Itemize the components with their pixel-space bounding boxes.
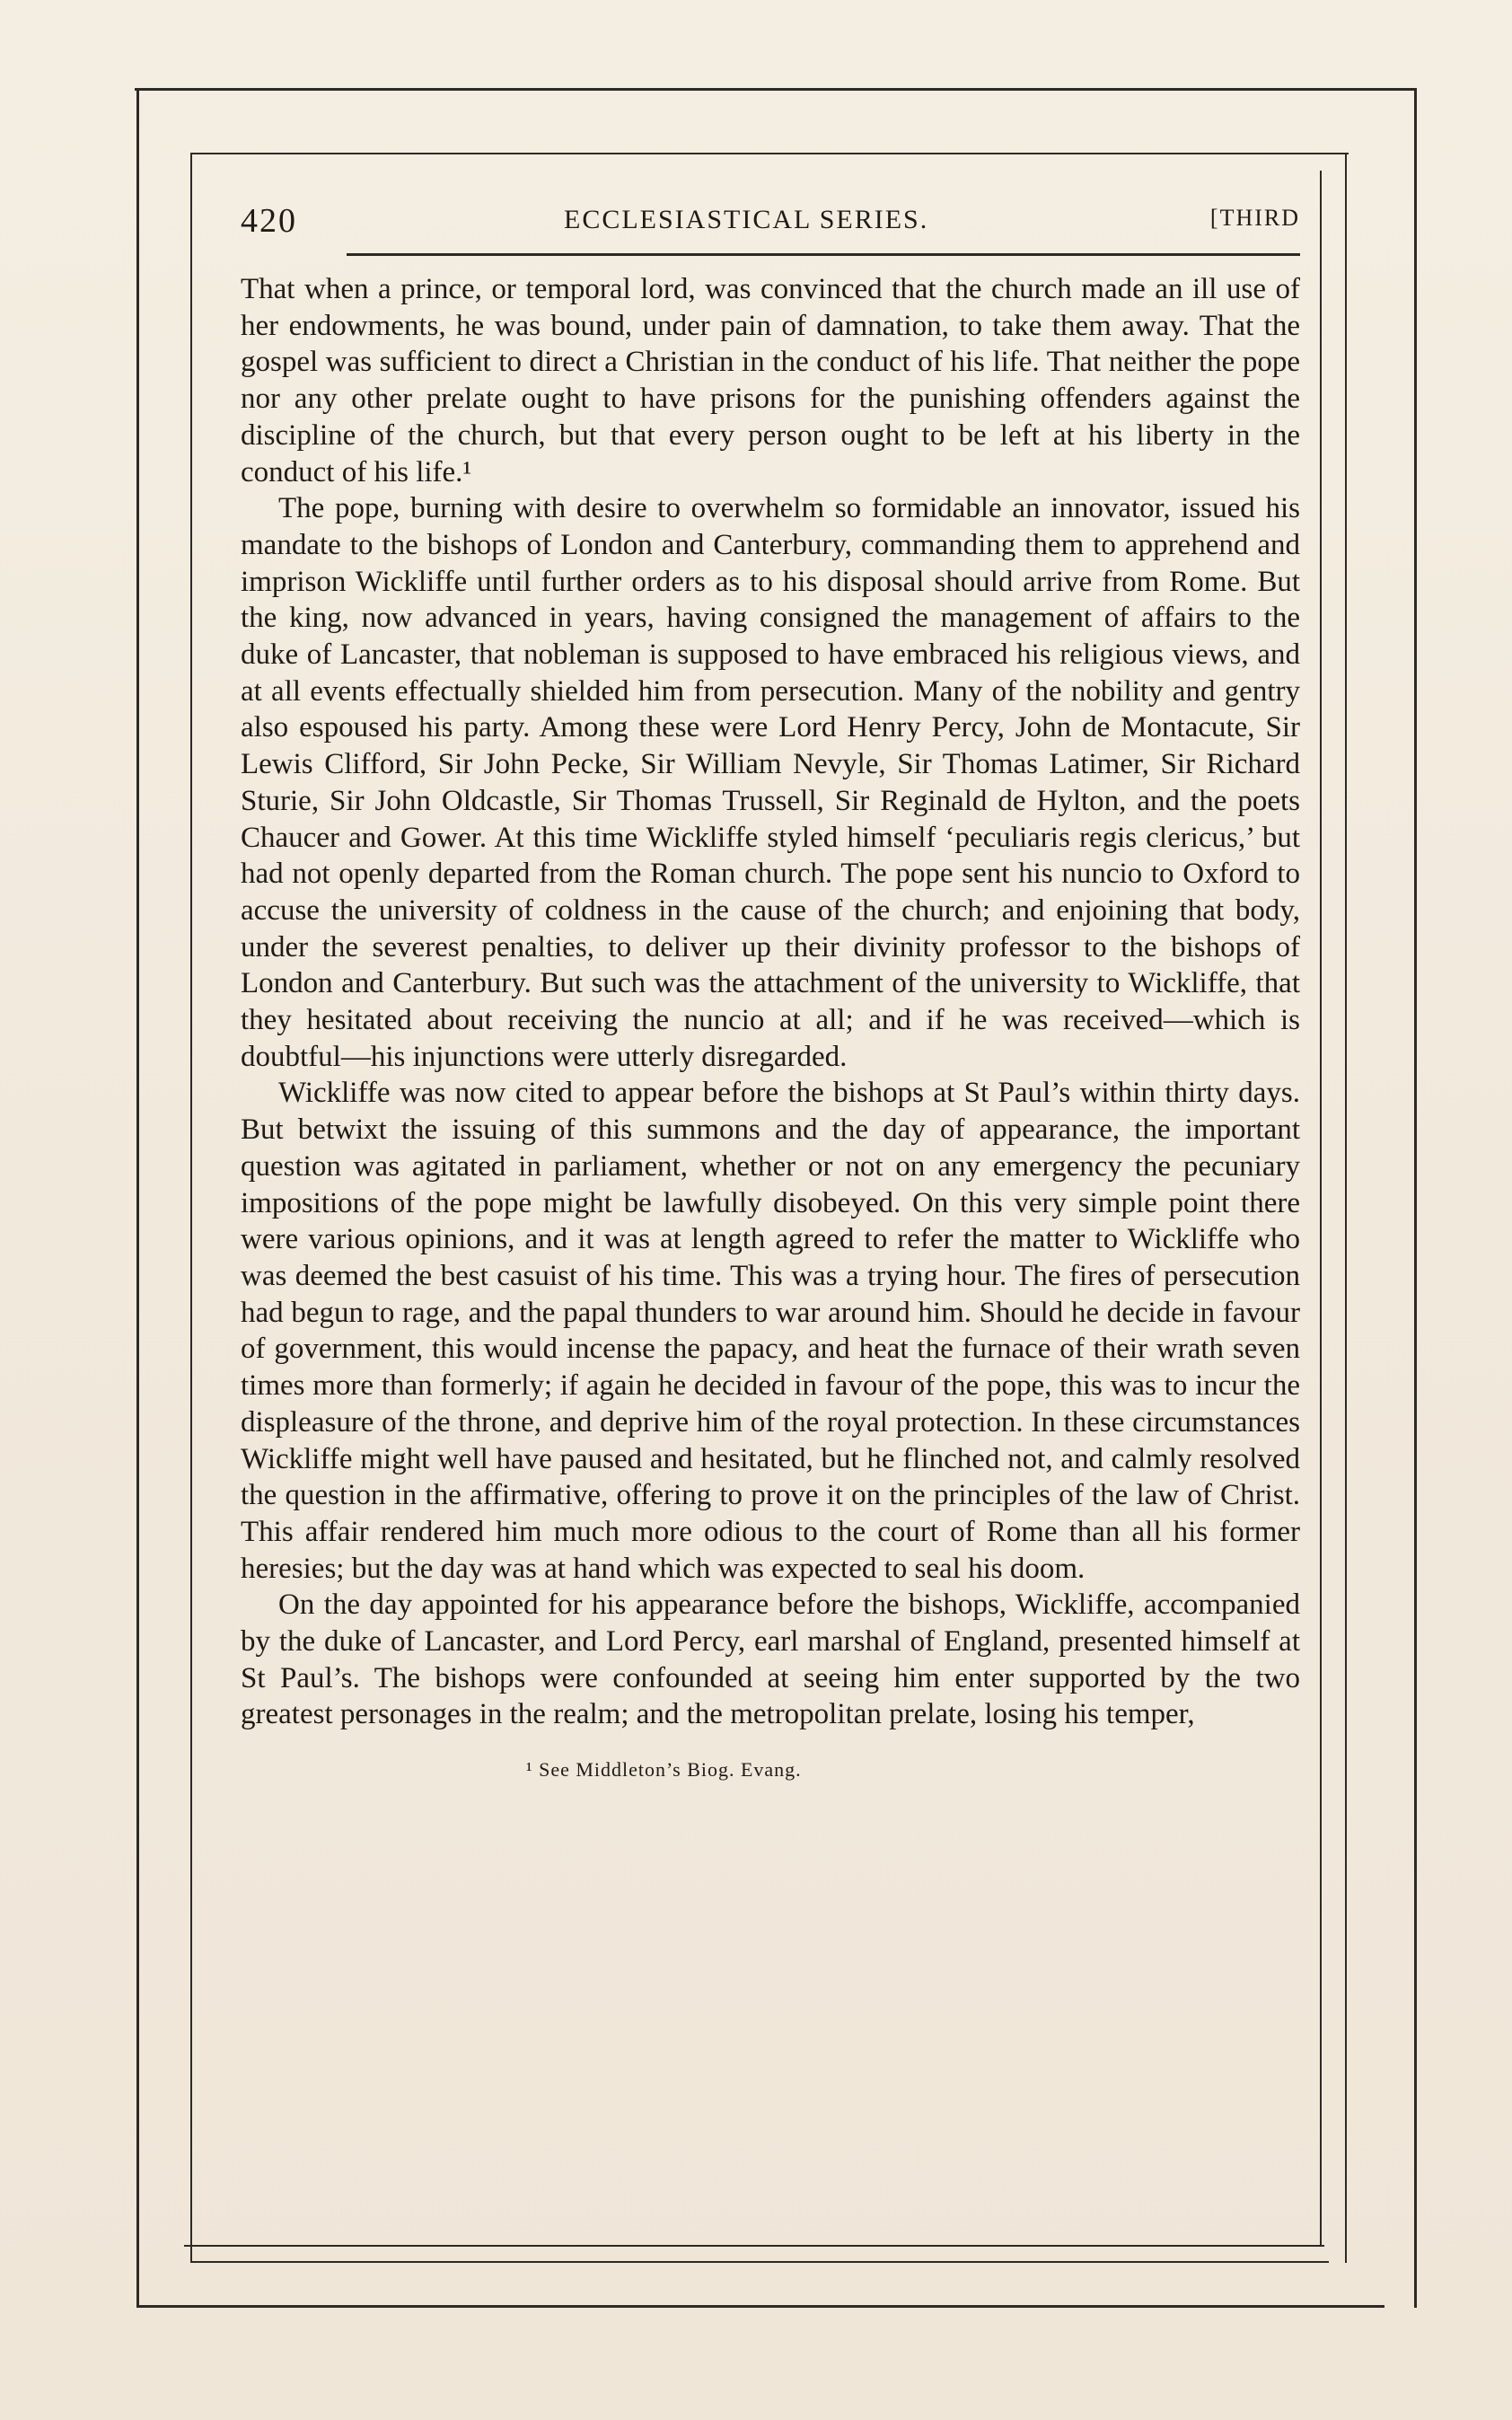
- outer-frame-left: [136, 88, 139, 2308]
- body-text: [241, 271, 1300, 1733]
- inner-frame-left: [190, 153, 192, 2263]
- page-number: 420: [241, 202, 297, 240]
- header-rule: [347, 253, 1300, 256]
- paragraph: The pope, burning with desire to overwhelm so formidable an innovator, issued his mandate to the bishops of London and Canterbury, commanding them to apprehend and imprison Wickliffe until further orders as to his disposal should arrive from Rome. But the king, now advanced in years, having consigned the management of affairs to the duke of Lancaster, that nobleman is supposed to have embraced his religious views, and at all events effectually shielded him from persecution. Many of the nobility and gentry also espoused his party. Among these were Lord Henry Percy, John de Montacute, Sir Lewis Clifford, Sir John Pecke, Sir William Nevyle, Sir Thomas Latimer, Sir Richard Sturie, Sir John Oldcastle, Sir Thomas Trussell, Sir Reginald de Hylton, and the poets Chaucer and Gower. At this time Wickliffe styled himself ‘peculiaris regis clericus,’ but had not openly departed from the Roman church. The pope sent his nuncio to Oxford to accuse the university of coldness in the cause of the church; and enjoining that body, under the severest penalties, to deliver up their divinity professor to the bishops of London and Canterbury. But such was the attachment of the university to Wickliffe, that they hesitated about receiving the nuncio at all; and if he was received—which is doubtful—his injunctions were utterly disregarded.: [241, 492, 1300, 1073]
- running-head: [241, 189, 1300, 251]
- outer-frame-bottom: [136, 2305, 1385, 2308]
- footnote: ¹ See Middleton’s Biog. Evang.: [526, 1758, 802, 1782]
- paragraph: On the day appointed for his appearance before the bishops, Wickliffe, accompanied by the duke of Lancaster, and Lord Percy, earl marshal of England, presented himself at St Paul’s. The bishops were confounded at seeing him enter supported by the two greatest personages in the realm; and the metropolitan prelate, losing his temper,: [241, 1588, 1300, 1731]
- paragraph: Wickliffe was now cited to appear before the bishops at St Paul’s within thirty days. But betwixt the issuing of this summons and the day of appearance, the important question was agitated in parliament, whether or not on any emergency the pecuniary impositions of the pope might be lawfully disobeyed. On this very simple point there were various opinions, and it was at length agreed to refer the matter to Wickliffe who was deemed the best casuist of his time. This was a trying hour. The fires of persecution had begun to rage, and the papal thunders to war around him. Should he decide in favour of government, this would incense the papacy, and heat the furnace of their wrath seven times more than formerly; if again he decided in favour of the pope, this was to incur the displeasure of the throne, and deprive him of the royal protection. In these circumstances Wickliffe might well have paused and hesitated, but he flinched not, and calmly resolved the question in the affirmative, offering to prove it on the principles of the law of Christ. This affair rendered him much more odious to the court of Rome than all his former heresies; but the day was at hand which was expected to seal his doom.: [241, 1077, 1300, 1585]
- book-page: [241, 189, 1300, 1782]
- inner-frame-right: [1345, 153, 1347, 2263]
- plate-rule-bottom: [184, 2245, 1324, 2247]
- outer-frame-top: [135, 88, 1417, 91]
- outer-frame-right: [1414, 88, 1417, 2308]
- inner-frame-bottom: [190, 2261, 1329, 2263]
- paragraph: That when a prince, or temporal lord, was convinced that the church made an ill use of her endowments, he was bound, under pain of damnation, to take them away. That the gospel was sufficient to direct a Christian in the conduct of his life. That neither the pope nor any other prelate ought to have prisons for the punishing offenders against the discipline of the church, but that every person ought to be left at his liberty in the conduct of his life.¹: [241, 273, 1300, 488]
- running-title: ECCLESIASTICAL SERIES.: [564, 205, 929, 234]
- inner-frame-top: [190, 153, 1349, 154]
- plate-rule-right: [1320, 171, 1322, 2245]
- running-section: [THIRD: [1209, 205, 1300, 231]
